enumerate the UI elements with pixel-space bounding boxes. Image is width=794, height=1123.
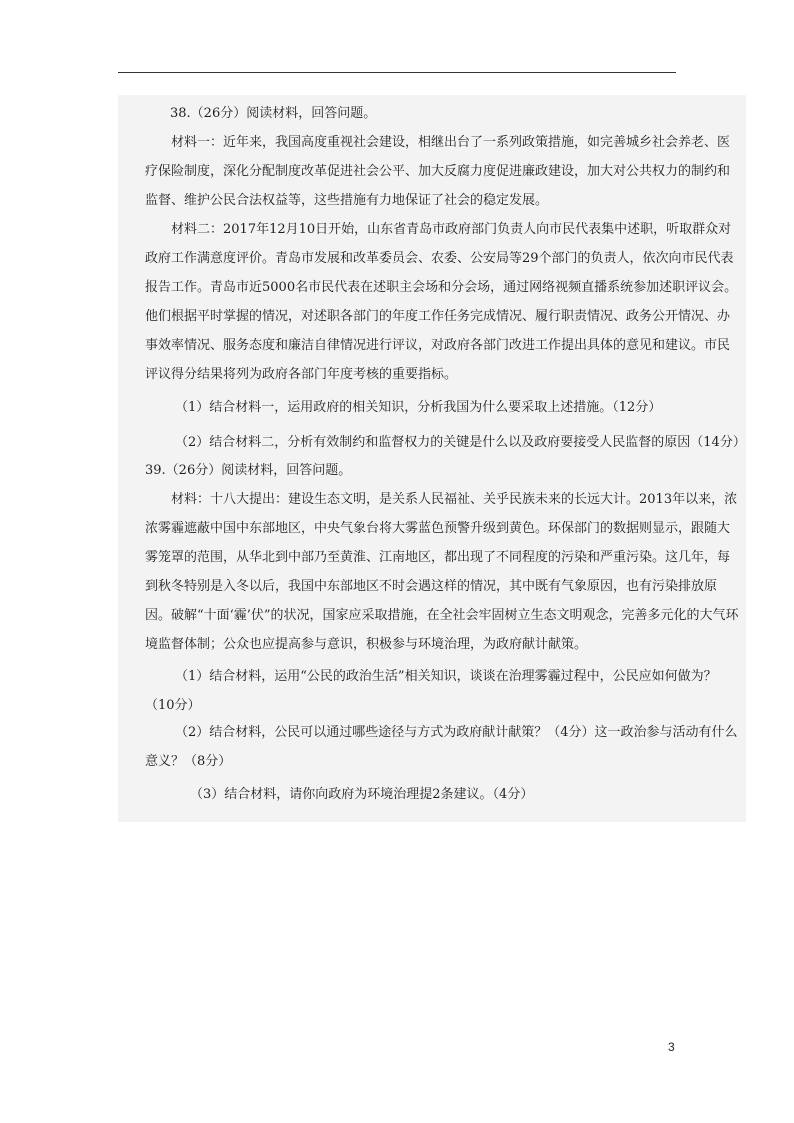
question-38-heading: 38.（26分）阅读材料，回答问题。 <box>170 106 377 121</box>
page-number: 3 <box>668 1040 675 1054</box>
question-38-material-2: 材料二：2017年12月10日开始，山东省青岛市政府部门负责人向市民代表集中述职，听取群众对政府工作满意度评价。青岛市发展和改革委员会、农委、公安局等29个部门的负责人，依次向市民代表报告工作。青岛市近5000名市民代表在述职主会场和分会场，通过网络视频直播系统参加述职评议会。他们根据平时掌握的情况，对述职各部门的年度工作任务完成情况、履行职责情况、政务公开情况、办事效率情况、服务态度和廉洁自律情况进行评议，对政府各部门改进工作提出具体的意见和建议。市民评议得分结果将列为政府各部门年度考核的重要指标。 <box>145 222 738 382</box>
question-39-sub-2: （2）结合材料，公民可以通过哪些途径与方式为政府献计献策？（4分）这一政治参与活动有什么意义？（8分） <box>145 725 738 769</box>
question-39-heading: 39.（26分）阅读材料，回答问题。 <box>145 463 352 478</box>
question-38-sub-2: （2）结合材料二，分析有效制约和监督权力的关键是什么以及政府要接受人民监督的原因（14分） <box>175 435 746 450</box>
question-39-sub-1: （1）结合材料，运用“公民的政治生活”相关知识，谈谈在治理雾霾过程中，公民应如何做为？（10分） <box>145 669 717 713</box>
question-39-sub-3: （3）结合材料，请你向政府为环境治理提2条建议。（4分） <box>190 787 534 802</box>
question-39-material: 材料：十八大提出：建设生态文明，是关系人民福祉、关乎民族未来的长远大计。2013年以来，浓浓雾霾遮蔽中国中东部地区，中央气象台将大雾蓝色预警升级到黄色。环保部门的数据则显示，跟随大雾笼罩的范围，从华北到中部乃至黄淮、江南地区，都出现了不同程度的污染和严重污染。这几年，每到秋冬特别是入冬以后，我国中东部地区不时会遇这样的情况，其中既有气象原因，也有污染排放原因。破解“十面‘霾’伏”的状况，国家应采取措施，在全社会牢固树立生态文明观念，完善多元化的大气环境监督体制；公众也应提高参与意识，积极参与环境治理，为政府献计献策。 <box>145 492 739 652</box>
question-38-material-1: 材料一：近年来，我国高度重视社会建设，相继出台了一系列政策措施，如完善城乡社会养老、医疗保险制度，深化分配制度改革促进社会公平、加大反腐力度促进廉政建设，加大对公共权力的制约和监督、维护公民合法权益等，这些措施有力地保证了社会的稳定发展。 <box>145 135 731 208</box>
question-38-sub-1: （1）结合材料一，运用政府的相关知识，分析我国为什么要采取上述措施。（12分） <box>175 400 662 415</box>
header-rule <box>118 72 676 73</box>
